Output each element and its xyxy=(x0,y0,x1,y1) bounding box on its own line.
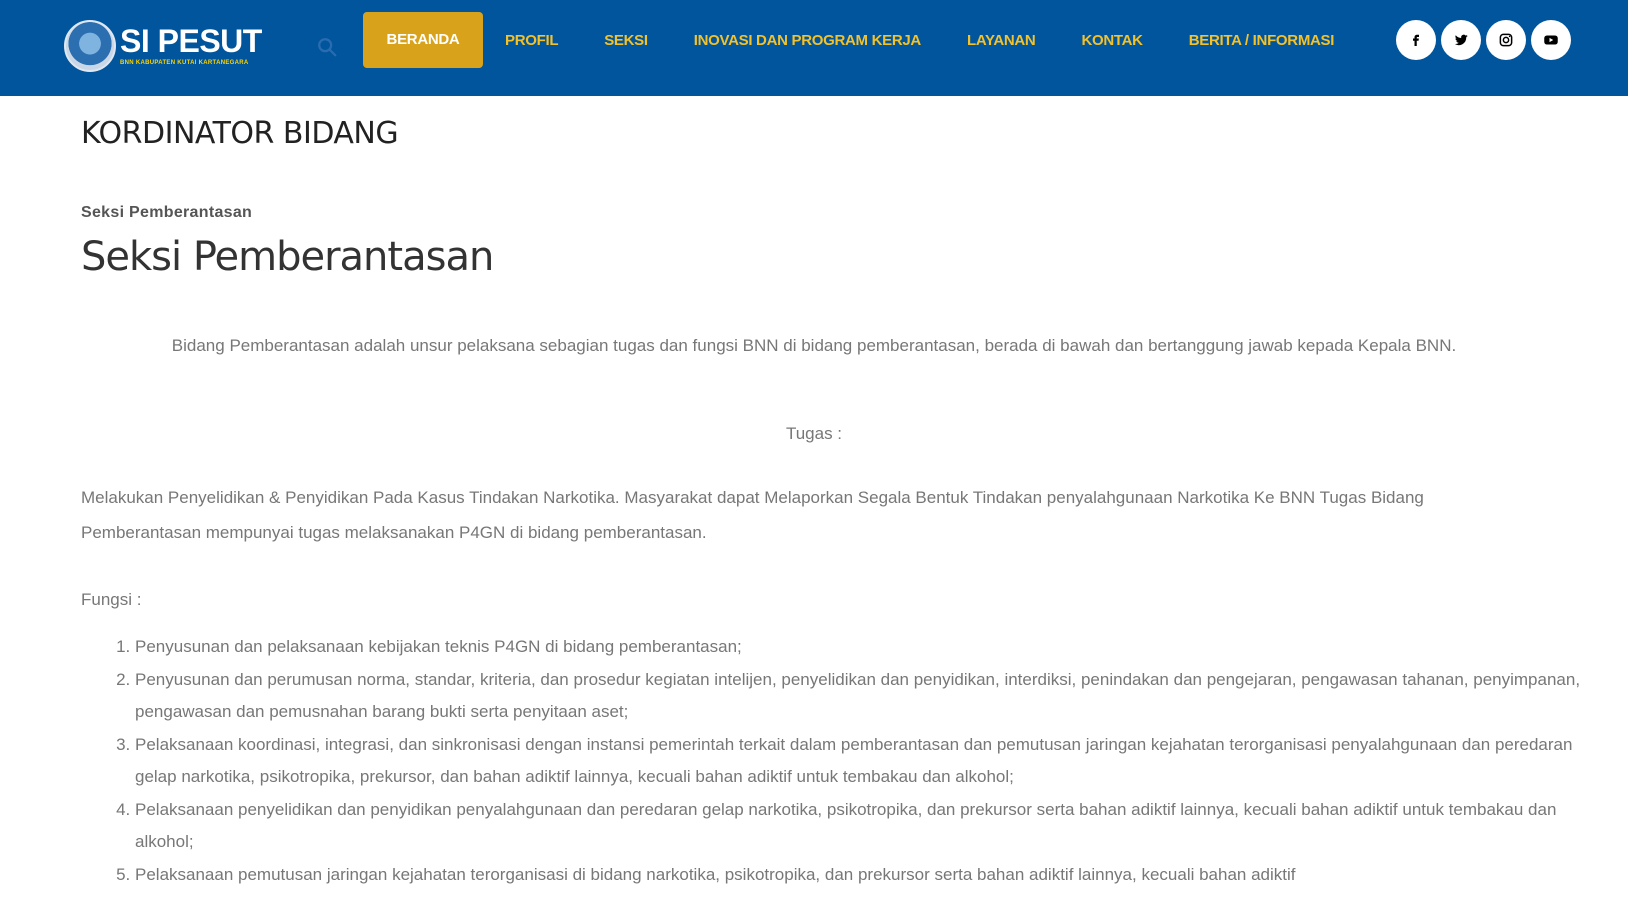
twitter-icon[interactable] xyxy=(1441,20,1481,60)
fungsi-label: Fungsi : xyxy=(81,590,142,609)
section-heading: Seksi Pemberantasan xyxy=(81,234,494,280)
nav-item-berita[interactable]: BERITA / INFORMASI xyxy=(1188,31,1335,49)
tugas-label: Tugas : xyxy=(785,424,843,443)
search-icon[interactable] xyxy=(316,36,338,58)
list-item: 4. Pelaksanaan penyelidikan dan penyidikan penyalahgunaan dan peredaran gelap narkotika, psikotropika, dan prekursor serta bahan adiktif lainnya, kecuali bahan adiktif untuk tembakau dan alkohol; xyxy=(135,794,1601,859)
tugas-paragraph: Melakukan Penyelidikan & Penyidikan Pada Kasus Tindakan Narkotika. Masyarakat dapat Melaporkan Segala Bentuk Tindakan penyalahgunaan Narkotika Ke BNN Tugas Bidang Pemberantasan mempunyai tugas melaksanakan P4GN di bidang pemberantasan. xyxy=(81,488,1424,542)
list-item: 1. Penyusunan dan pelaksanaan kebijakan teknis P4GN di bidang pemberantasan; xyxy=(135,631,1601,664)
page-title: KORDINATOR BIDANG xyxy=(81,116,399,151)
main-nav xyxy=(363,12,1334,68)
logo-title: SI PESUT xyxy=(120,23,262,59)
nav-item-seksi[interactable]: SEKSI xyxy=(604,31,648,49)
list-item: 5. Pelaksanaan pemutusan jaringan kejahatan terorganisasi di bidang narkotika, psikotropika, dan prekursor serta bahan adiktif lainnya, kecuali bahan adiktif xyxy=(135,859,1601,892)
list-item: 2. Penyusunan dan perumusan norma, standar, kriteria, dan prosedur kegiatan intelijen, penyelidikan dan penyidikan, interdiksi, penindakan dan pengejaran, pengawasan tahanan, penyimpanan, pengawasan dan pemusnahan barang bukti serta penyitaan aset; xyxy=(135,664,1601,729)
logo-subtitle: BNN KABUPATEN KUTAI KARTANEGARA xyxy=(120,60,249,66)
nav-item-layanan[interactable]: LAYANAN xyxy=(966,31,1036,49)
list-item: 3. Pelaksanaan koordinasi, integrasi, dan sinkronisasi dengan instansi pemerintah terkait dalam pemberantasan dan pemutusan jaringan kejahatan terorganisasi penyalahgunaan dan peredaran gelap narkotika, psikotropika, prekursor, dan bahan adiktif lainnya, kecuali bahan adiktif untuk tembakau dan alkohol; xyxy=(135,729,1601,794)
breadcrumb: Seksi Pemberantasan xyxy=(81,204,253,221)
nav-item-inovasi[interactable]: INOVASI DAN PROGRAM KERJA xyxy=(693,31,921,49)
nav-item-kontak[interactable]: KONTAK xyxy=(1081,31,1143,49)
bnn-emblem-icon xyxy=(64,20,116,72)
fungsi-list xyxy=(81,631,1601,891)
facebook-icon[interactable] xyxy=(1396,20,1436,60)
site-logo[interactable] xyxy=(64,20,262,72)
nav-item-profil[interactable]: PROFIL xyxy=(505,31,559,49)
youtube-icon[interactable] xyxy=(1531,20,1571,60)
nav-item-beranda[interactable]: BERANDA xyxy=(363,12,483,68)
intro-paragraph: Bidang Pemberantasan adalah unsur pelaksana sebagian tugas dan fungsi BNN di bidang pemberantasan, berada di bawah dan bertanggung jawab kepada Kepala BNN. xyxy=(171,336,1457,355)
instagram-icon[interactable] xyxy=(1486,20,1526,60)
social-links xyxy=(1396,20,1571,60)
top-navigation-bar xyxy=(0,0,1628,96)
